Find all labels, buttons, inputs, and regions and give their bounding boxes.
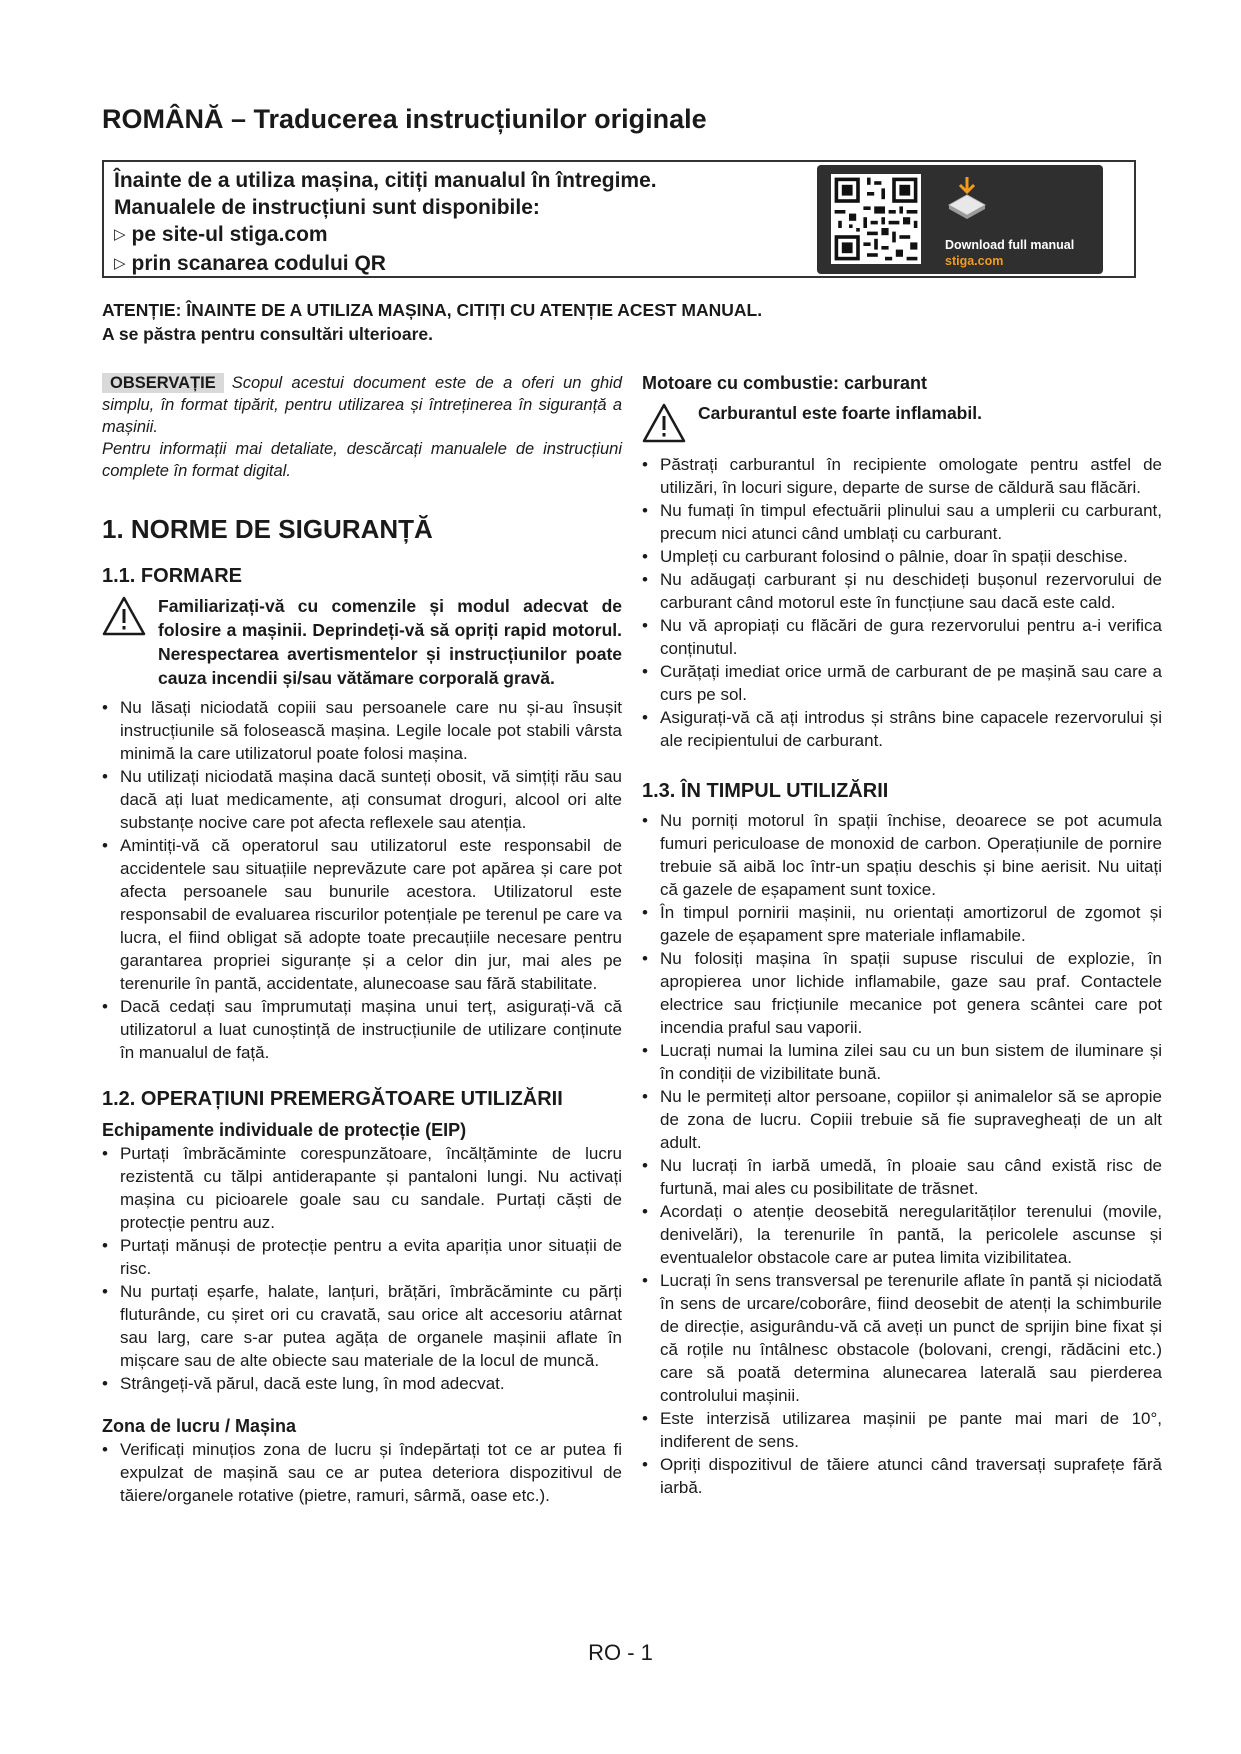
download-label: Download full manual <box>945 238 1075 252</box>
list-item: • Purtați mănuși de protecție pentru a evita apariția unor situații de risc. <box>102 1234 622 1280</box>
note-badge: OBSERVAȚIE <box>102 373 224 393</box>
list-item: • Nu adăugați carburant și nu deschideți bușonul rezervorului de carburant când motorul este în funcțiune sau dacă este cald. <box>642 568 1162 614</box>
list-item: • Nu utilizați niciodată mașina dacă sunteți obosit, vă simțiți rău sau dacă ați luat medicamente, ați consumat droguri, alcool ori alte substanțe nocive care pot afecta reflexele sau atenția. <box>102 765 622 834</box>
section-1-1-title: 1.1. FORMARE <box>102 565 243 587</box>
list-item: • Verificați minuțios zona de lucru și îndepărtați tot ce ar putea fi expulzat de mașină sau ce ar putea deteriora dispozitivul de tăiere/organele rotative (pietre, ramuri, sârmă, oase etc.). <box>102 1438 622 1507</box>
section-1-title: 1. NORME DE SIGURANȚĂ <box>102 514 433 544</box>
list-item: • Asigurați-vă că ați introdus și strâns bine capacele rezervorului și ale recipientului de carburant. <box>642 706 1162 752</box>
list-item: • Strângeți-vă părul, dacă este lung, în mod adecvat. <box>102 1372 622 1395</box>
list-item: • Nu porniți motorul în spații închise, deoarece se pot acumula fumuri periculoase de monoxid de carbon. Operațiunile de pornire trebuie să aibă loc într-un spațiu deschis și bine aerisit. Nu uitați că gazele de eșapament sunt toxice. <box>642 809 1162 901</box>
list-item: • Opriți dispozitivul de tăiere atunci când traversați suprafețe fără iarbă. <box>642 1453 1162 1499</box>
list-item: • Amintiți-vă că operatorul sau utilizatorul este responsabil de accidentele sau situațiile neprevăzute care pot apărea și care pot afecta persoanele sau bunurile acestora. Utilizatorul este responsabil de evaluarea riscurilor potențiale pe terenul pe care va lucra, el fiind obligat să adopte toate precauțiile necesare pentru garantarea propriei siguranțe și a celor din jur, mai ales pe terenurile în pantă, accidentate, alunecoase sau fără stabilitate. <box>102 834 622 995</box>
list-item: • Nu folosiți mașina în spații supuse riscului de explozie, în apropierea unor lichide inflamabile, gaze sau praf. Contactele electrice sau fricțiunile mecanice pot genera scântei care pot incendia praful sau vaporii. <box>642 947 1162 1039</box>
during-use-list <box>642 809 1162 1499</box>
list-item: • În timpul pornirii mașinii, nu orientați amortizorul de zgomot și gazele de eșapament spre materiale inflamabile. <box>642 901 1162 947</box>
list-item: • Umpleți cu carburant folosind o pâlnie, doar în spații deschise. <box>642 545 1162 568</box>
download-manual-caption <box>945 237 1074 269</box>
left-column <box>102 372 622 1507</box>
intro-line-2: Manualele de instrucțiuni sunt disponibile: <box>114 196 540 219</box>
attention-line-1: ATENȚIE: ÎNAINTE DE A UTILIZA MAȘINA, CITIȚI CU ATENȚIE ACEST MANUAL. <box>102 300 763 320</box>
right-column <box>642 372 1162 1499</box>
training-list <box>102 696 622 1064</box>
list-item: • Lucrați în sens transversal pe terenurile aflate în pantă și niciodată în sens de urcare/coborâre, fiind deosebit de atenți la schimburile de direcție, asigurându-vă că aveți un punct de sprijin bine fixat și că roțile nu întâlnesc obstacole (bolovani, crengi, rădăcini etc.) care să poată determina alunecarea laterală sau pierderea controlului mașinii. <box>642 1269 1162 1407</box>
triangle-bullet-icon: ▷ <box>114 226 126 243</box>
list-item: • Acordați o atenție deosebită neregularităților terenului (movile, denivelări), la terenurile în pantă, la pericolele ascunse și eventualelor obstacole care ar putea limita vizibilitatea. <box>642 1200 1162 1269</box>
intro-text <box>114 167 657 279</box>
list-item: • Păstrați carburantul în recipiente omologate pentru astfel de utilizări, în locuri sigure, departe de surse de căldură sau flăcări. <box>642 453 1162 499</box>
triangle-bullet-icon: ▷ <box>114 255 126 272</box>
note-paragraph: OBSERVAȚIE Scopul acestui document este de a oferi un ghid simplu, în format tipărit, pentru utilizarea și întreținerea în siguranță a mașinii. Pentru informații mai detaliate, descărcați manualele de instrucțiuni complete în format digital. <box>102 374 622 480</box>
list-item: • Lucrați numai la lumina zilei sau cu un bun sistem de iluminare și în condiții de vizibilitate bună. <box>642 1039 1162 1085</box>
ppe-title: Echipamente individuale de protecție (EIP) <box>102 1120 467 1140</box>
list-item: • Nu vă apropiați cu flăcări de gura rezervorului pentru a-i verifica conținutul. <box>642 614 1162 660</box>
fuel-warning: Carburantul este foarte inflamabil. <box>642 401 1162 443</box>
list-item: • Nu lăsați niciodată copiii sau persoanele care nu și-au însușit instrucțiunile să folosească mașina. Legile locale pot stabili vârsta minimă la care utilizatorul poate folosi mașina. <box>102 696 622 765</box>
qr-code-graphic <box>831 174 921 264</box>
qr-code[interactable] <box>831 174 921 264</box>
section-1-2-title: 1.2. OPERAȚIUNI PREMERGĂTOARE UTILIZĂRII <box>102 1088 563 1110</box>
list-item: • Purtați îmbrăcăminte corespunzătoare, încălțăminte de lucru rezistentă cu tălpi antiderapante și pantaloni lungi. Nu activați mașina cu picioarele goale sau cu sandale. Purtați căști de protecție pentru auz. <box>102 1142 622 1234</box>
attention-notice <box>102 298 762 346</box>
list-item: • Este interzisă utilizarea mașinii pe pante mai mari de 10°, indiferent de sens. <box>642 1407 1162 1453</box>
attention-line-2: A se păstra pentru consultări ulterioare. <box>102 324 433 344</box>
intro-bullet-qr: ▷ prin scanarea codului QR <box>114 252 386 275</box>
download-url[interactable]: stiga.com <box>945 254 1004 268</box>
list-item: • Nu le permiteți altor persoane, copiilor și animalelor să se apropie de zona de lucru. Copiii trebuie să fie supravegheați de un alt adult. <box>642 1085 1162 1154</box>
intro-line-1: Înainte de a utiliza mașina, citiți manualul în întregime. <box>114 169 657 192</box>
warning-triangle-icon <box>102 596 146 636</box>
list-item: • Nu lucrați în iarbă umedă, în ploaie sau când există risc de furtună, mai ales cu posibilitate de trăsnet. <box>642 1154 1162 1200</box>
fuel-list <box>642 453 1162 752</box>
work-zone-list <box>102 1438 622 1507</box>
page-number: RO - 1 <box>588 1640 653 1665</box>
list-item: • Nu purtați eșarfe, halate, lanțuri, brățări, îmbrăcăminte cu părți fluturânde, cu șiret ori cu cravată, sau orice alt accesoriu atârnat sau larg, care s-ar putea agăța de organele mașinii aflate în mișcare sau de alte obiecte sau materiale de la locul de muncă. <box>102 1280 622 1372</box>
download-manual-icon <box>943 175 991 223</box>
manual-availability-box <box>102 160 1136 278</box>
training-warning: Familiarizați-vă cu comenzile și modul adecvat de folosire a mașinii. Deprindeți-vă să opriți rapid motorul. Nerespectarea avertismentelor și instrucțiunilor poate cauza incendii și/sau vătămare corporală gravă. <box>102 594 622 690</box>
page-title: ROMÂNĂ – Traducerea instrucțiunilor originale <box>102 104 707 134</box>
download-manual-panel[interactable] <box>817 165 1103 274</box>
ppe-list <box>102 1142 622 1395</box>
warning-triangle-icon <box>642 403 686 443</box>
intro-bullet-website: ▷ pe site-ul stiga.com <box>114 223 328 246</box>
work-zone-title: Zona de lucru / Mașina <box>102 1416 297 1436</box>
list-item: • Dacă cedați sau împrumutați mașina unui terț, asigurați-vă că utilizatorul a luat cunoștință de instrucțiunile de utilizare conținute în manualul de față. <box>102 995 622 1064</box>
fuel-title: Motoare cu combustie: carburant <box>642 373 928 393</box>
section-1-3-title: 1.3. ÎN TIMPUL UTILIZĂRII <box>642 780 889 802</box>
list-item: • Nu fumați în timpul efectuării plinului sau a umplerii cu carburant, precum nici atunci când umblați cu carburant. <box>642 499 1162 545</box>
list-item: • Curățați imediat orice urmă de carburant de pe mașină sau care a curs pe sol. <box>642 660 1162 706</box>
